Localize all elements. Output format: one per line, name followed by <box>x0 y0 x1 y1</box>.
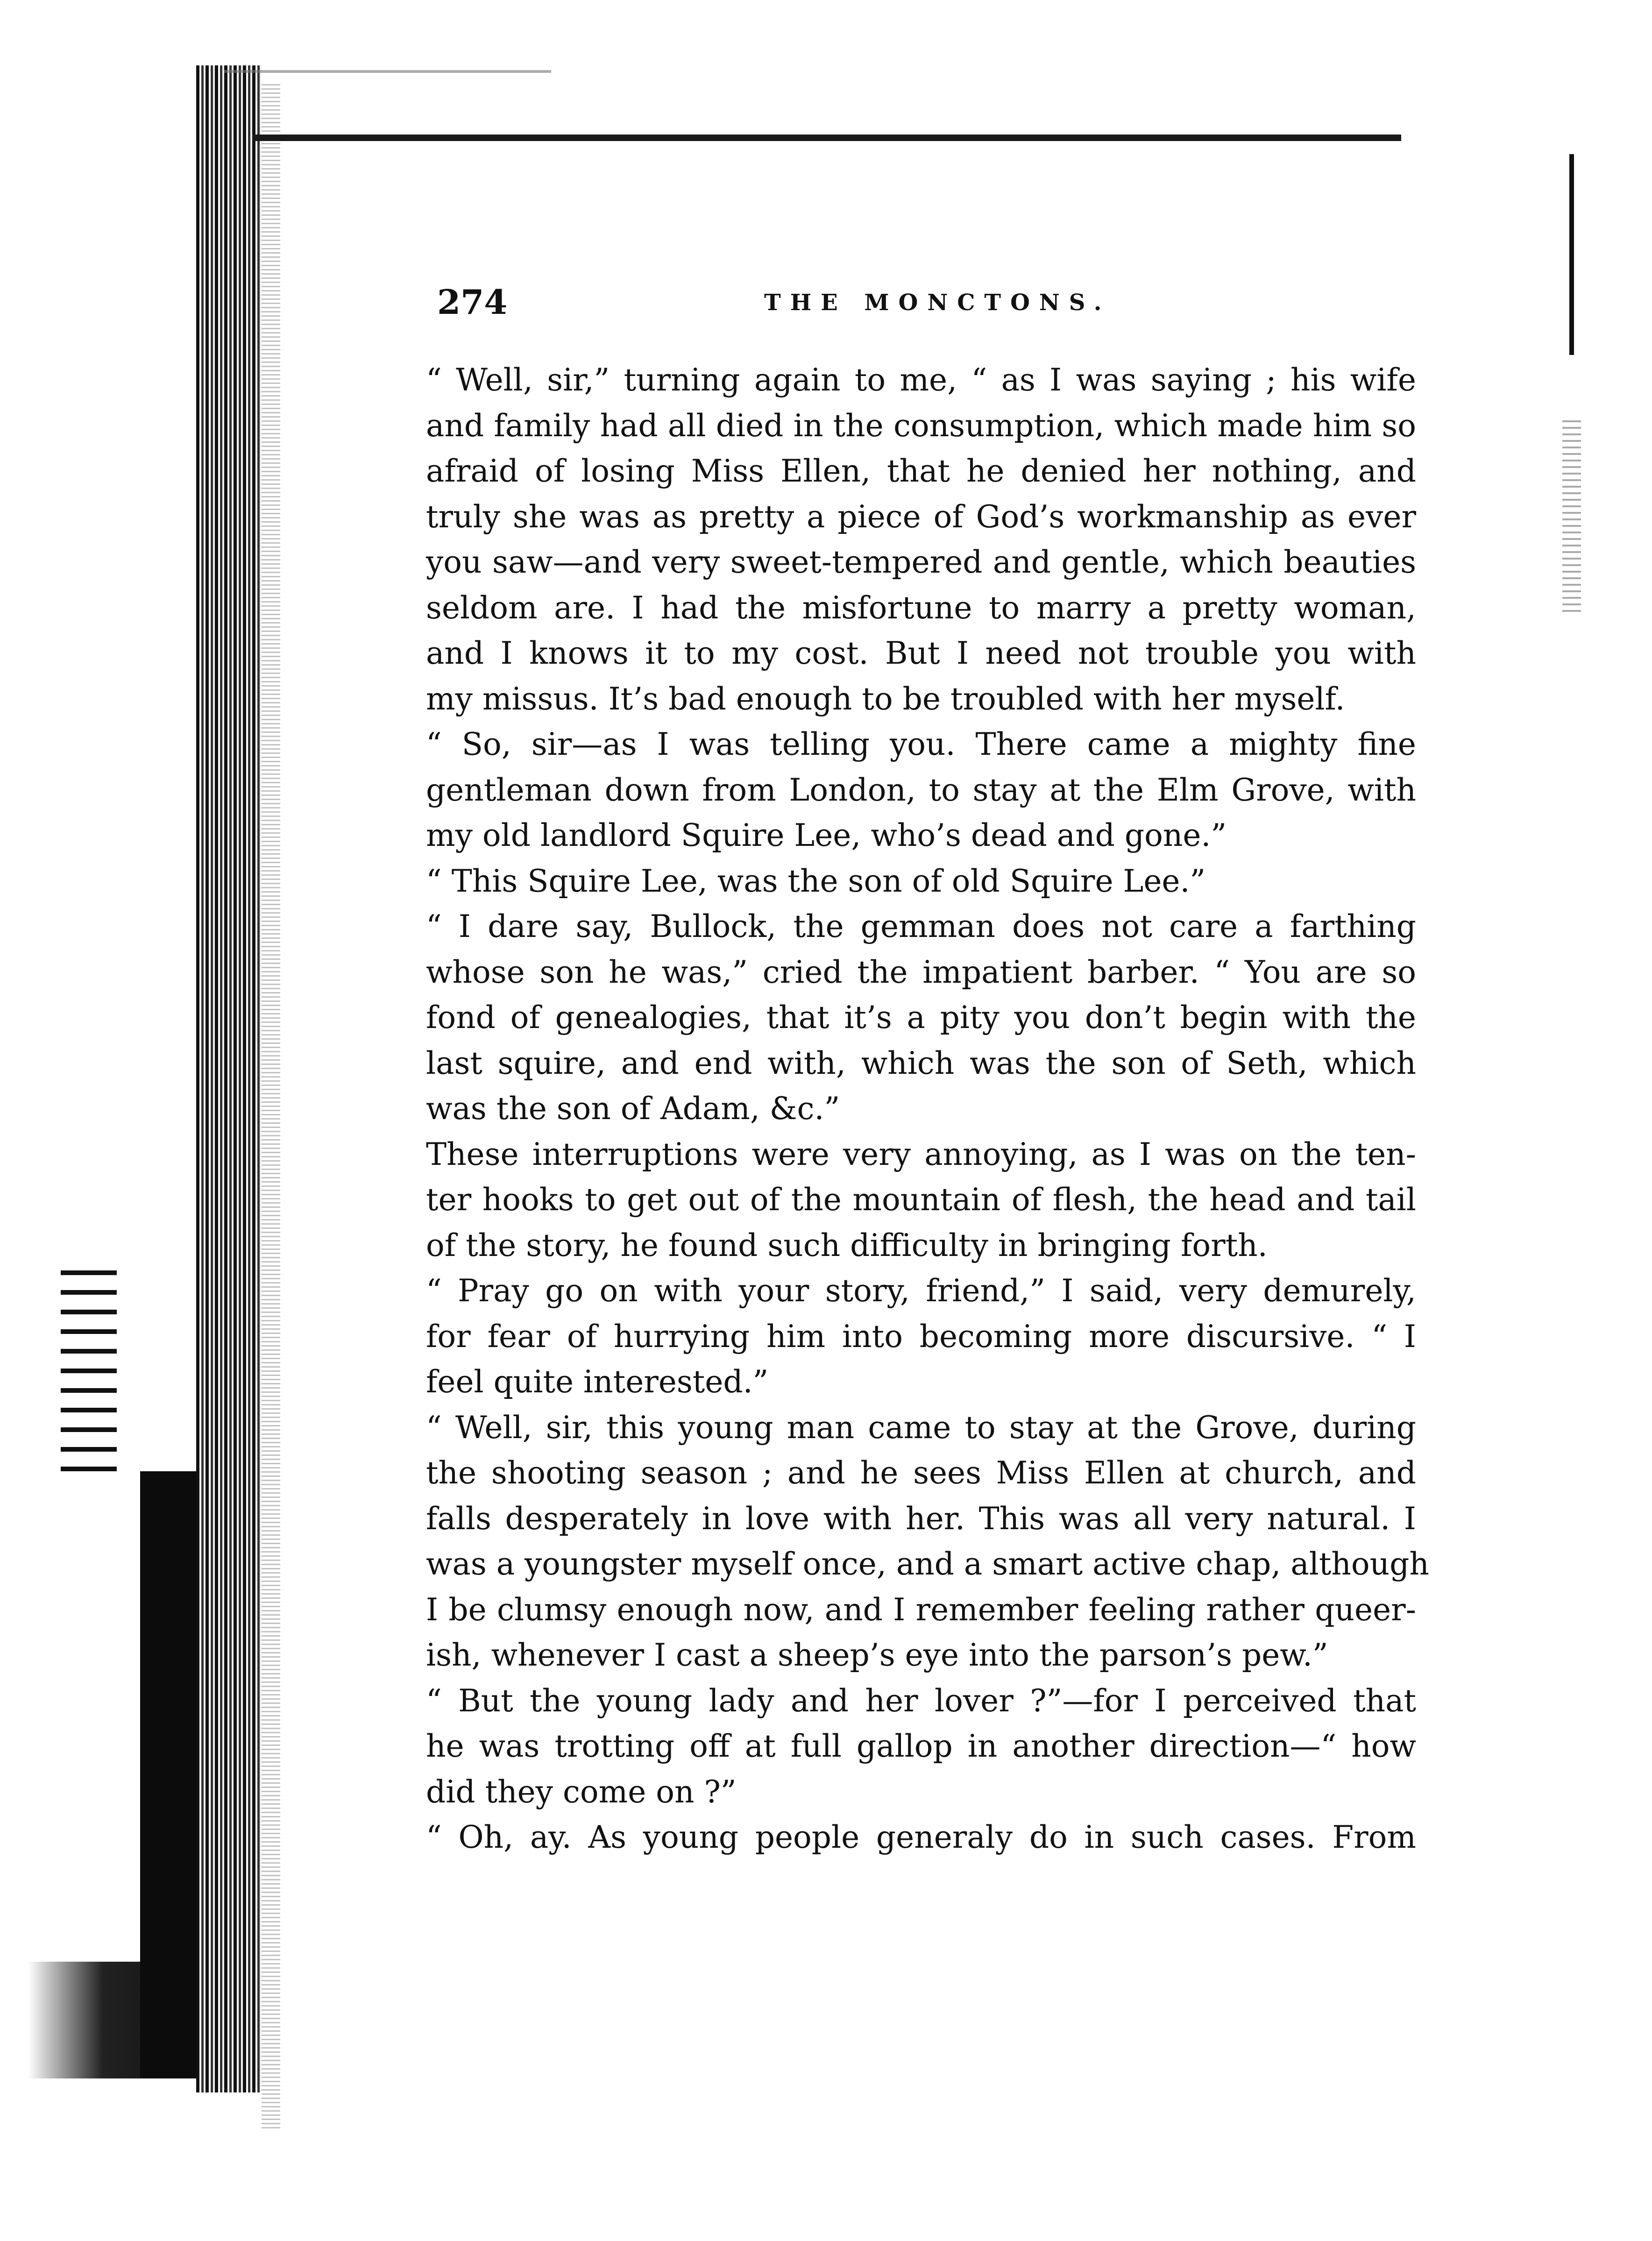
body-text <box>426 357 1429 1860</box>
text-line: my missus. It’s bad enough to be troubled with her myself. <box>426 681 1345 717</box>
top-page-edge <box>252 135 1401 141</box>
binding-spine <box>140 1471 206 2078</box>
text-line: “ I dare say, Bullock, the gemman does not care a farthing <box>426 908 1416 944</box>
text-line: I be clumsy enough now, and I remember feeling rather queer- <box>426 1591 1416 1628</box>
text-line: “ So, sir—as I was telling you. There came a mighty fine <box>426 726 1416 762</box>
text-line: my old landlord Squire Lee, who’s dead and gone.” <box>426 817 1227 853</box>
running-head: THE MONCTONS. <box>764 290 1111 316</box>
text-line: falls desperately in love with her. This was all very natural. I <box>426 1500 1416 1537</box>
text-line: afraid of losing Miss Ellen, that he denied her nothing, and <box>426 453 1416 489</box>
book-binding <box>196 65 262 2092</box>
text-line: “ Well, sir,” turning again to me, “ as I was saying ; his wife <box>426 362 1416 398</box>
page-header <box>437 277 1427 329</box>
text-line: did they come on ?” <box>426 1773 737 1810</box>
top-edge-mark <box>224 70 551 73</box>
text-line: “ Oh, ay. As young people generaly do in such cases. From <box>426 1819 1416 1855</box>
right-edge-speckle <box>1562 420 1581 617</box>
page-edge <box>262 84 280 2130</box>
text-line: These interruptions were very annoying, as I was on the ten- <box>426 1136 1416 1172</box>
text-line: you saw—and very sweet-tempered and gentle, which beauties <box>426 544 1416 580</box>
text-line: fond of genealogies, that it’s a pity you don’t begin with the <box>426 1000 1416 1035</box>
text-line: gentleman down from London, to stay at the Elm Grove, with <box>426 772 1416 808</box>
text-line: feel quite interested.” <box>426 1364 769 1400</box>
text-line: last squire, and end with, which was the son of Seth, which <box>426 1045 1416 1081</box>
text-line: for fear of hurrying him into becoming more discursive. “ I <box>426 1318 1416 1355</box>
text-line: the shooting season ; and he sees Miss Ellen at church, and <box>426 1455 1416 1491</box>
text-line: was a youngster myself once, and a smart active chap, although <box>426 1546 1429 1582</box>
text-line: “ This Squire Lee, was the son of old Squire Lee.” <box>426 863 1206 899</box>
text-line: and family had all died in the consumption, which made him so <box>426 407 1416 444</box>
right-edge-mark <box>1569 154 1574 355</box>
text-line: seldom are. I had the misfortune to marry a pretty woman, <box>426 589 1416 626</box>
text-line: and I knows it to my cost. But I need not trouble you with <box>426 635 1416 671</box>
text-line: was the son of Adam, &c.” <box>426 1091 840 1127</box>
text-line: ter hooks to get out of the mountain of flesh, the head and tail <box>426 1182 1416 1218</box>
margin-tick-marks <box>61 1270 117 1476</box>
text-line: “ Pray go on with your story, friend,” I said, very demurely, <box>426 1273 1416 1309</box>
text-line: truly she was as pretty a piece of God’s workmanship as ever <box>426 498 1416 535</box>
page-number: 274 <box>437 282 508 322</box>
text-line: “ But the young lady and her lover ?”—for I perceived that <box>426 1682 1416 1719</box>
text-line: whose son he was,” cried the impatient barber. “ You are so <box>426 954 1416 990</box>
text-line: he was trotting off at full gallop in another direction—“ how <box>426 1728 1416 1764</box>
text-line: of the story, he found such difficulty in bringing forth. <box>426 1227 1268 1263</box>
text-line: “ Well, sir, this young man came to stay at the Grove, during <box>426 1409 1416 1446</box>
text-line: ish, whenever I cast a sheep’s eye into the parson’s pew.” <box>426 1637 1328 1673</box>
